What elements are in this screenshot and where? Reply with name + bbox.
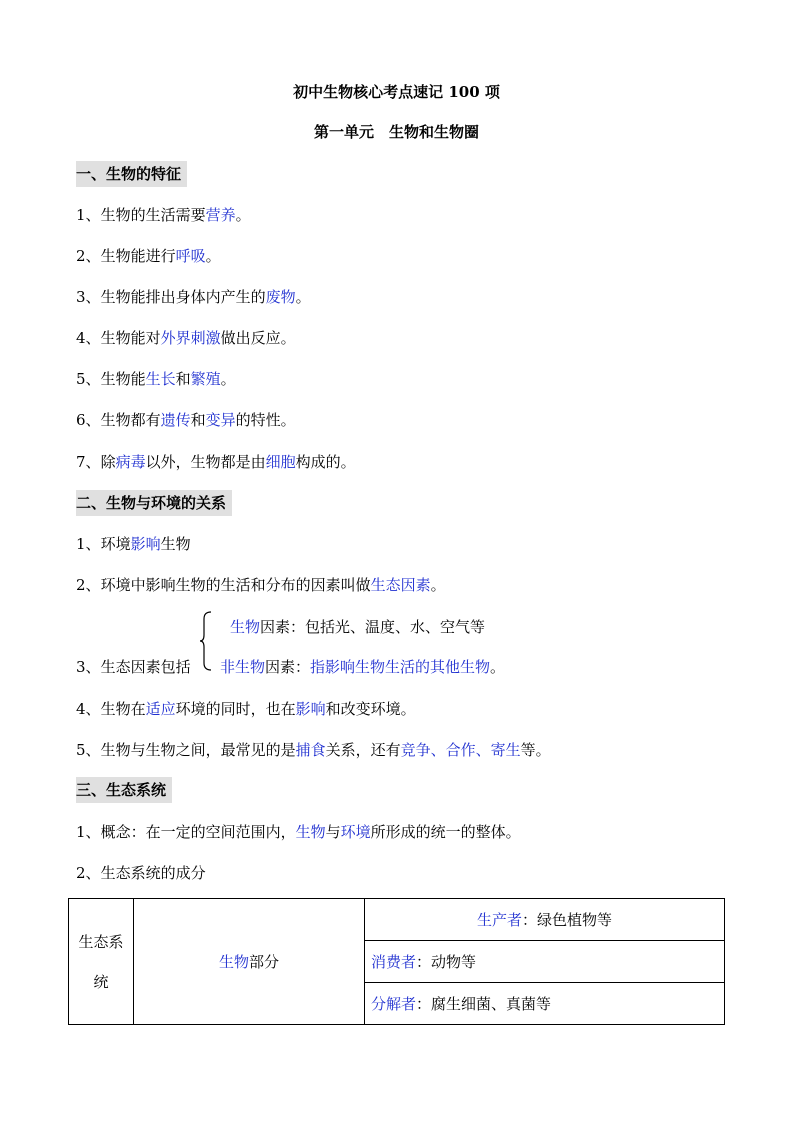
abiotic-factor-line: 非生物因素：指影响生物生活的其他生物。 xyxy=(220,658,506,676)
list-item: 1、概念：在一定的空间范围内，生物与环境所形成的统一的整体。 xyxy=(76,823,521,841)
unit-title: 第一单元 生物和生物圈 xyxy=(313,123,479,141)
list-item: 1、环境影响生物 xyxy=(76,535,191,553)
document-title: 初中生物核心考点速记 100 项 xyxy=(293,83,500,101)
list-item: 7、除病毒以外，生物都是由细胞构成的。 xyxy=(76,453,356,471)
table-cell-ecosystem: 生态系统 xyxy=(69,899,134,1025)
list-item: 2、生物能进行呼吸。 xyxy=(76,247,221,265)
section-heading-2: 二、生物与环境的关系 xyxy=(76,490,232,516)
list-item: 2、环境中影响生物的生活和分布的因素叫做生态因素。 xyxy=(76,576,446,594)
list-item: 3、生物能排出身体内产生的废物。 xyxy=(76,288,311,306)
list-item: 4、生物能对外界刺激做出反应。 xyxy=(76,329,296,347)
biotic-factor-line: 生物因素：包括光、温度、水、空气等 xyxy=(230,618,486,636)
table-cell-decomposer: 分解者：腐生细菌、真菌等 xyxy=(365,983,725,1025)
section-heading-1: 一、生物的特征 xyxy=(76,161,187,187)
table-cell-biotic-part: 生物部分 xyxy=(134,899,365,1025)
table-cell-consumer: 消费者：动物等 xyxy=(365,941,725,983)
curly-brace-icon xyxy=(199,611,213,671)
list-item: 6、生物都有遗传和变异的特性。 xyxy=(76,411,296,429)
list-item: 5、生物能生长和繁殖。 xyxy=(76,370,236,388)
list-item: 2、生态系统的成分 xyxy=(76,864,206,882)
list-item: 3、生态因素包括 xyxy=(76,658,191,676)
list-item: 1、生物的生活需要营养。 xyxy=(76,206,251,224)
list-item: 4、生物在适应环境的同时，也在影响和改变环境。 xyxy=(76,700,416,718)
table-cell-producer: 生产者：绿色植物等 xyxy=(365,899,725,941)
ecosystem-components-table xyxy=(68,898,725,1025)
list-item: 5、生物与生物之间，最常见的是捕食关系，还有竞争、合作、寄生等。 xyxy=(76,741,551,759)
section-heading-3: 三、生态系统 xyxy=(76,777,172,803)
